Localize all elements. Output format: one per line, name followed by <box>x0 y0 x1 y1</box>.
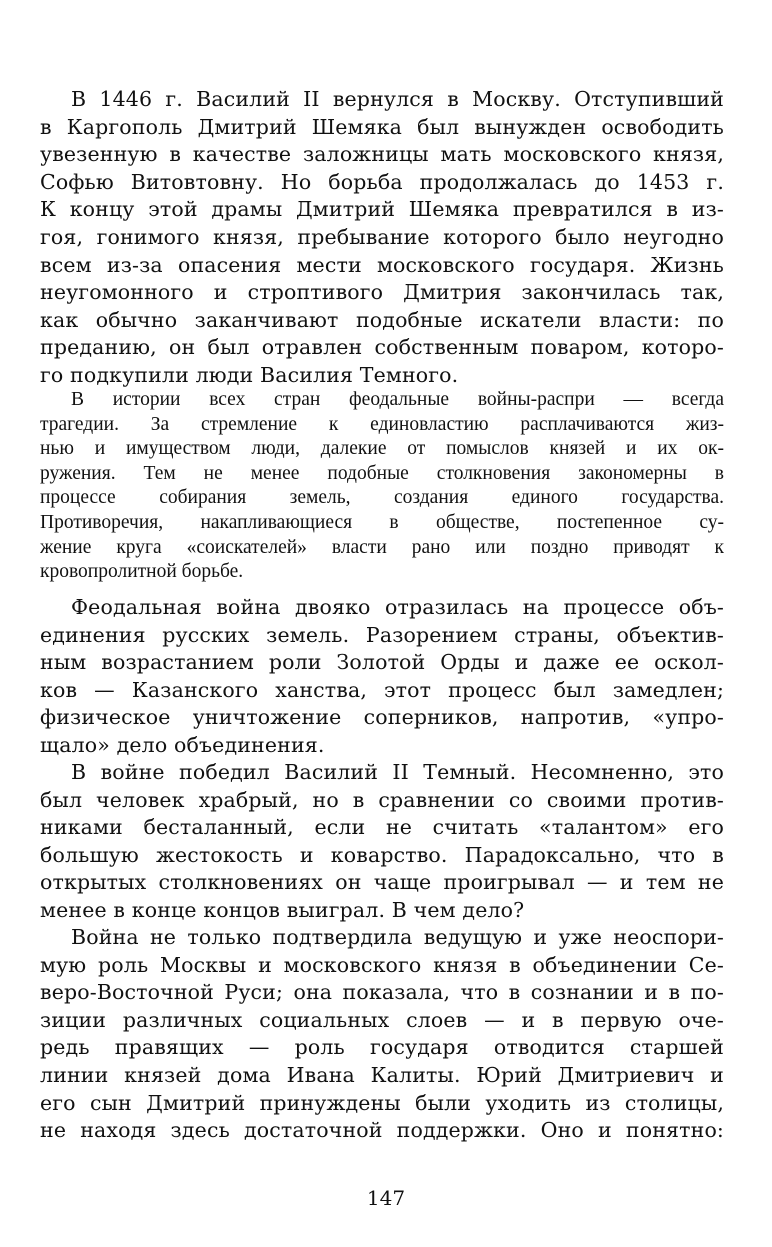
paragraph-3-block <box>40 759 724 925</box>
page-number: 147 <box>366 1186 406 1210</box>
paragraph-line: К концу этой драмы Дмитрий Шемяка превратился в из- <box>40 197 724 222</box>
paragraph-line: Софью Витовтовну. Но борьба продолжалась до 1453 г. <box>40 169 724 194</box>
paragraph-line: преданию, он был отравлен собственным поваром, которо- <box>40 335 724 360</box>
aside-line: ружения. Тем не менее подобные столкновения закономерны в <box>40 462 724 484</box>
aside-block <box>40 388 724 585</box>
paragraph-line: ков — Казанского ханства, этот процесс был замедлен; <box>40 677 724 702</box>
paragraph-line: никами бесталанный, если не считать «талантом» его <box>40 815 724 840</box>
paragraph-line: физическое уничтожение соперников, напротив, «упро- <box>40 705 724 730</box>
paragraph-line: Феодальная война двояко отразилась на процессе объ- <box>71 595 724 619</box>
aside-line: нью и имуществом люди, далекие от помыслов князей и их ок- <box>40 438 724 460</box>
paragraph-line: веро-Восточной Руси; она показала, что в сознании и в по- <box>40 980 724 1005</box>
paragraph-line: не находя здесь достаточной поддержки. Оно и понятно: <box>40 1118 724 1143</box>
paragraph-line: менее в конце концов выиграл. В чем дело? <box>40 897 525 922</box>
paragraph-line: щало» дело объединения. <box>40 732 325 757</box>
aside-line: кровопролитной борьбе. <box>40 561 244 583</box>
paragraph-line: редь правящих — роль государя отводится старшей <box>40 1035 724 1060</box>
paragraph-line: зиции различных социальных слоев — и в первую оче- <box>40 1007 724 1032</box>
paragraph-line: увезенную в качестве заложницы мать московского князя, <box>40 142 724 167</box>
paragraph-line: мую роль Москвы и московского князя в объединении Се- <box>40 952 724 977</box>
paragraph-line: в Каргополь Дмитрий Шемяка был вынужден освободить <box>40 114 724 139</box>
paragraph-line: В 1446 г. Василий II вернулся в Москву. Отступивший <box>71 87 724 111</box>
paragraph-line: всем из-за опасения мести московского государя. Жизнь <box>40 252 724 277</box>
paragraph-line: его сын Дмитрий принуждены были уходить из столицы, <box>40 1090 724 1115</box>
paragraph-line: единения русских земель. Разорением страны, объектив- <box>40 622 724 647</box>
paragraph-line: неугомонного и строптивого Дмитрия закончилась так, <box>40 280 724 305</box>
paragraph-line: ным возрастанием роли Золотой Орды и даже ее оскол- <box>40 650 724 675</box>
paragraph-1-block <box>40 86 724 390</box>
aside-line: В истории всех стран феодальные войны-распри — всегда <box>71 389 724 410</box>
aside-line: Противоречия, накапливающиеся в обществе, постепенное су- <box>40 511 724 533</box>
paragraph-4-block <box>40 924 724 1145</box>
paragraph-line: как обычно заканчивают подобные искатели власти: по <box>40 307 724 332</box>
paragraph-line: В войне победил Василий II Темный. Несомненно, это <box>71 760 724 784</box>
paragraph-line: большую жестокость и коварство. Парадоксально, что в <box>40 842 724 867</box>
paragraph-2-block <box>40 594 724 760</box>
paragraph-line: был человек храбрый, но в сравнении со своими против- <box>40 787 724 812</box>
aside-line: процессе собирания земель, создания единого государства. <box>40 487 724 509</box>
aside-line: жение круга «соискателей» власти рано или поздно приводят к <box>40 536 724 558</box>
aside-line: трагедии. За стремление к единовластию расплачиваются жиз- <box>40 413 724 435</box>
paragraph-line: гоя, гонимого князя, пребывание которого было неугодно <box>40 224 724 249</box>
paragraph-line: Война не только подтвердила ведущую и уже неоспори- <box>71 925 724 949</box>
paragraph-line: линии князей дома Ивана Калиты. Юрий Дмитриевич и <box>40 1062 724 1087</box>
paragraph-line: го подкупили люди Василия Темного. <box>40 362 459 387</box>
paragraph-line: открытых столкновениях он чаще проигрывал — и тем не <box>40 870 724 895</box>
